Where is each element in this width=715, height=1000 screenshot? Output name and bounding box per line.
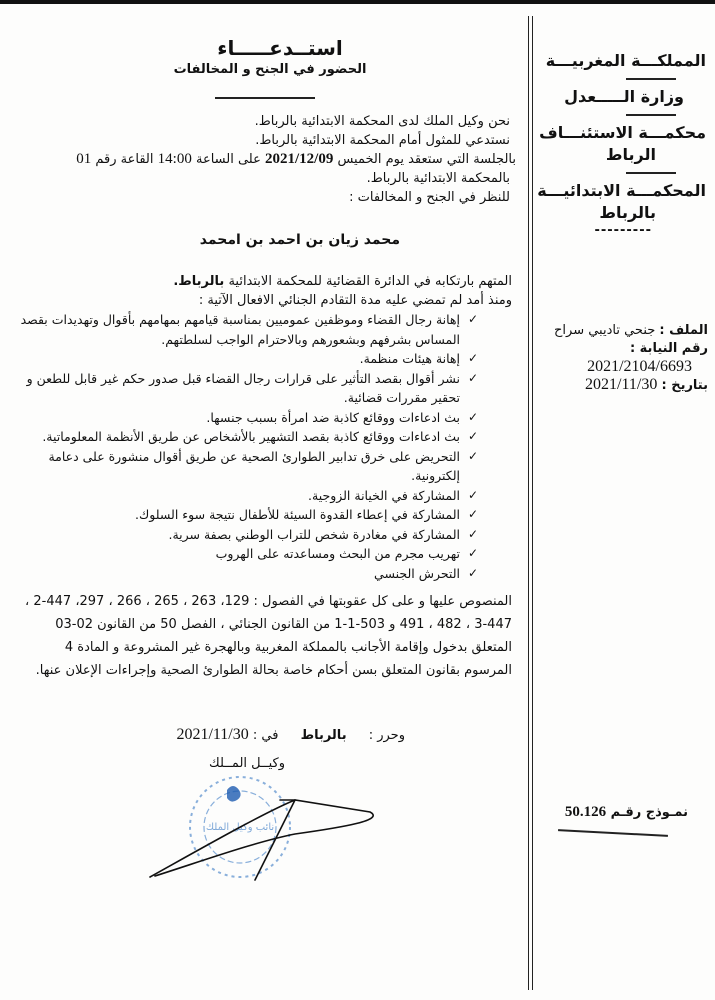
form-number-value: 50.126: [564, 804, 607, 820]
accused-statement: [30, 272, 512, 310]
charge-text: بث ادعاءات ووقائع كاذبة بقصد التشهير بالأشخاص عن طريق الأنظمة المعلوماتية.: [42, 429, 460, 444]
charge-item: [18, 408, 478, 428]
accused-line-1: المتهم بارتكابه في الدائرة القضائية للمحكمة الابتدائية: [228, 274, 512, 289]
ministry-name: وزارة الـــــعدل: [564, 87, 684, 106]
accused-name: محمد زيان بن احمد بن امحمد: [199, 232, 400, 248]
legal-provisions: المنصوص عليها و على كل عقوبتها في الفصول : 129، 263 ، 265 ، 266 ، 297، 447-2 ، 447-3 ، 482 ، 491 و 503-1-1 من القانون الجنائي ، الفصل 50 من القانون 02-03 المتعلق بدخول وإقامة الأجانب بالمملكة المغربية وبالهجرة غير المشروعة و المادة 4 المرسوم بقانون المتعلق بسن أحكام خاصة بحالة الطوارئ الصحية وإجراءات الإعلان عنها.: [25, 594, 512, 678]
file-value: جنحي تاديبي سراح: [554, 323, 656, 338]
file-date-label: بتاريخ :: [661, 378, 708, 393]
signatory-title: وكيــل المــلك: [209, 756, 285, 771]
charge-text: التحريض على خرق تدابير الطوارئ الصحية عن طريق أقوال منشورة على دعامة إلكترونية.: [48, 448, 460, 483]
column-divider: [528, 16, 533, 990]
appeal-court-city: الرباط: [605, 145, 656, 164]
signed-on-label: في :: [252, 728, 279, 743]
file-date: 2021/11/30: [585, 376, 658, 393]
charge-item: [18, 447, 478, 486]
hearing-time-label: على الساعة: [195, 152, 261, 167]
check-icon: ✓: [467, 526, 478, 541]
charge-item: [18, 310, 478, 349]
header-rule: [626, 172, 676, 174]
charge-item: [18, 369, 478, 408]
hearing-date: 2021/12/09: [265, 151, 334, 167]
charge-item: [18, 486, 478, 506]
charge-text: تهريب مجرم من البحث ومساعدته على الهروب: [215, 546, 460, 561]
accused-line-2: ومنذ أمد لم تمضي عليه مدة التقادم الجنائي الافعال الآتية :: [198, 293, 512, 308]
check-icon: ✓: [467, 448, 478, 463]
title-rule: [215, 97, 315, 99]
charges-list: [18, 310, 478, 583]
appeal-court-name: محكمـــة الاستئنـــاف: [539, 123, 706, 142]
header-dashes: ---------: [594, 223, 652, 238]
stamp-signature-graphic: [145, 772, 385, 892]
check-icon: ✓: [467, 351, 478, 365]
intro-line-4: بالمحكمة الابتدائية بالرباط.: [366, 171, 510, 186]
charge-text: التحرش الجنسي: [374, 565, 460, 581]
charge-item: [18, 544, 478, 564]
hearing-time: 14:00: [157, 151, 192, 167]
document-title: استــدعـــــاء: [217, 36, 343, 60]
charge-text: المشاركة في الخيانة الزوجية.: [308, 487, 460, 503]
first-instance-court-city: بالرباط: [599, 203, 656, 222]
room-label: القاعة رقم: [95, 152, 154, 167]
header-rule: [626, 114, 676, 116]
file-info: [536, 322, 708, 395]
check-icon: ✓: [467, 312, 478, 326]
check-icon: ✓: [467, 507, 478, 521]
summons-intro: [40, 112, 516, 207]
kingdom-name: المملكـــة المغربيـــة: [545, 51, 706, 70]
first-instance-court-name: المحكمـــة الابتدائيـــة: [537, 181, 706, 200]
check-icon: ✓: [467, 409, 478, 424]
charge-item: [18, 505, 478, 525]
stamp-text: نائب وكيل الملك: [205, 822, 275, 833]
charge-item: [18, 564, 478, 584]
form-number: [548, 804, 688, 821]
document-subtitle: الحضور في الجنح و المخالفات: [173, 62, 367, 77]
hearing-prefix: بالجلسة التي ستعقد يوم الخميس: [337, 152, 516, 167]
signed-date: 2021/11/30: [176, 726, 249, 743]
check-icon: ✓: [467, 429, 478, 443]
signed-place: بالرباط: [300, 728, 347, 743]
official-stamp-and-signature: [145, 772, 385, 892]
intro-line-1: نحن وكيل الملك لدى المحكمة الابتدائية بالرباط.: [254, 114, 510, 129]
charge-text: بث ادعاءات ووقائع كاذبة ضد امرأة بسبب جنسها.: [206, 409, 460, 425]
signature-line: [175, 726, 405, 744]
check-icon: ✓: [467, 546, 478, 560]
charge-item: [18, 525, 478, 545]
prosecution-number: 2021/2104/6693: [587, 358, 692, 375]
institution-header: [536, 50, 706, 238]
signed-label: وحرر :: [368, 728, 405, 743]
form-underline: [558, 829, 668, 837]
top-edge-bar: [0, 0, 715, 4]
check-icon: ✓: [467, 487, 478, 502]
check-icon: ✓: [467, 370, 478, 385]
check-icon: ✓: [467, 565, 478, 580]
intro-line-2: نستدعي للمثول أمام المحكمة الابتدائية بالرباط.: [255, 133, 510, 148]
stamp-emblem: [227, 786, 241, 802]
header-rule: [626, 78, 676, 80]
handwritten-signature: [150, 800, 373, 880]
charge-text: المشاركة في مغادرة شخص للتراب الوطني بصفة سرية.: [168, 526, 460, 542]
charge-text: المشاركة في إعطاء القدوة السيئة للأطفال نتيجة سوء السلوك.: [135, 507, 460, 522]
intro-line-3: [40, 150, 516, 169]
file-label: الملف :: [659, 323, 708, 338]
accused-city: بالرباط.: [173, 274, 225, 289]
charge-text: إهانة رجال القضاء وموظفين عموميين بمناسبة قيامهم بمهامهم بأقوال وتهديدات بقصد المساس بشرفهم وبشعورهم وبالاحترام الواجب لسلطتهم.: [20, 312, 460, 347]
intro-line-5: للنظر في الجنح و المخالفات :: [349, 190, 510, 205]
room-number: 01: [76, 151, 92, 167]
charge-item: [18, 349, 478, 369]
charge-item: [18, 427, 478, 447]
charge-text: إهانة هيئات منظمة.: [359, 351, 460, 366]
form-number-label: نمـوذج رقـم: [610, 805, 688, 820]
charge-text: نشر أقوال بقصد التأثير على قرارات رجال القضاء قبل صدور حكم غير قابل للطعن و تحقير مقررات قضائية.: [26, 370, 460, 405]
prosecution-number-label: رقم النيابة :: [629, 341, 708, 356]
